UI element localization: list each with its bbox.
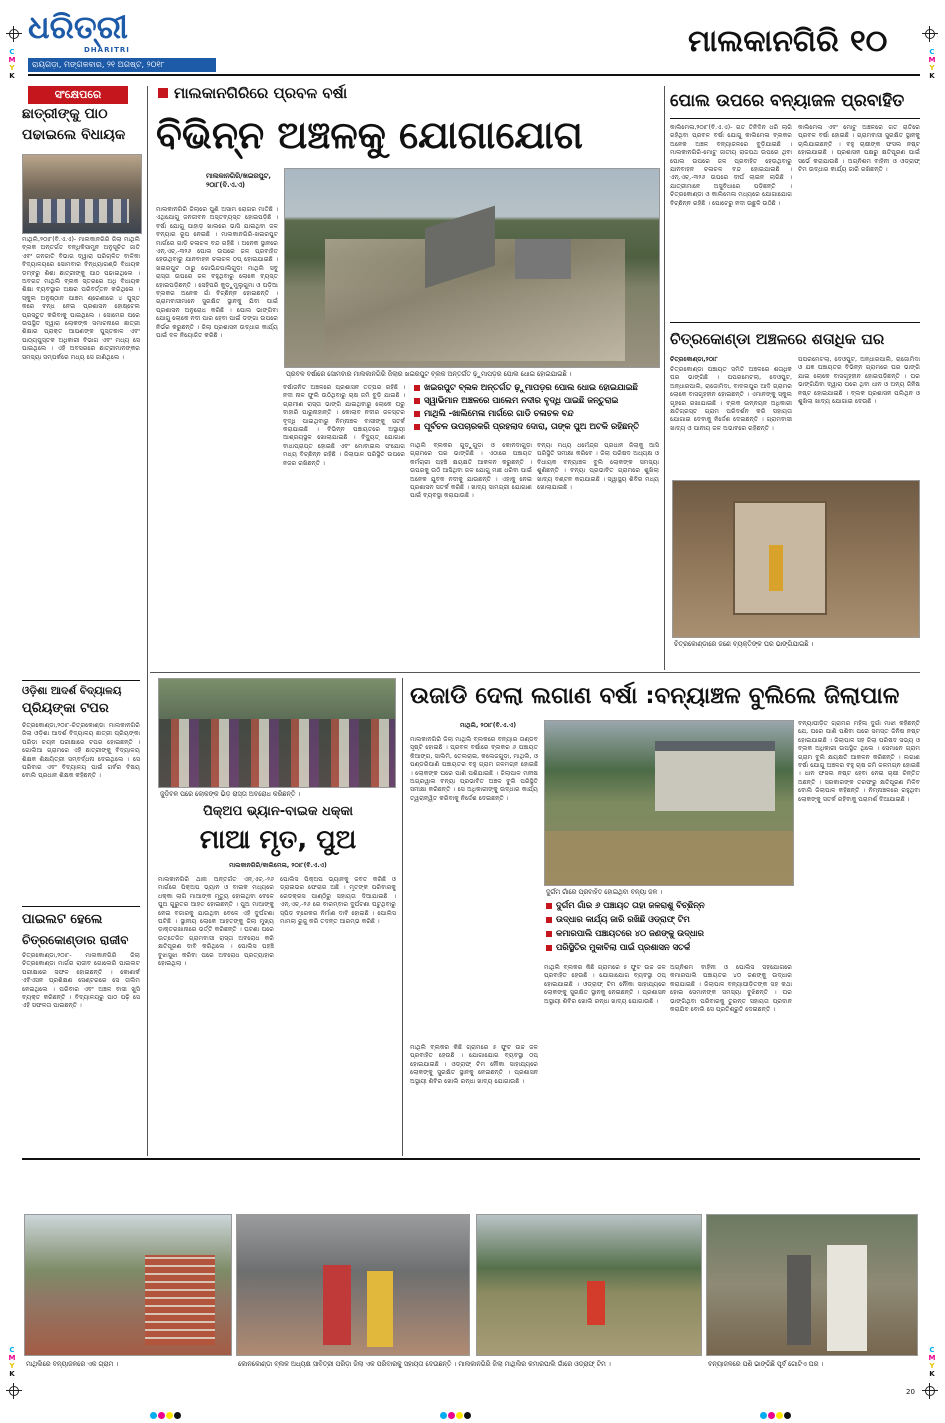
dateline: ରାୟଗଡ଼ା, ମଙ୍ଗଳବାର, ୨୧ ଅଗଷ୍ଟ, ୨୦୧୮ — [32, 60, 165, 69]
registration-mark-bl — [6, 1383, 22, 1399]
logo-text: ଧରିତ୍ରୀ — [28, 8, 128, 46]
mid-right-body-col2: ମାଥିଲି ବ୍ଲକର କିଛି ଗ୍ରାମରେ ୫ ଫୁଟ ଉଚ୍ଚ ଜଳ ପ୍ରବାହିତ ହେଉଛି । ଯୋଗାଯୋଗ ବ୍ୟବସ୍ଥା ଠପ୍ ହୋଇଯାଇଛି । ଓଡ୍ରାଫ୍ ଟିମ ନୌକା ସାହାଯ୍ୟରେ ଲୋକଙ୍କୁ ସୁରକ୍ଷିତ ସ୍ଥାନକୁ ନେଇଛନ୍ତି । ପ୍ରଶାସନ ଅସ୍ଥାୟୀ ଶିବିର ଖୋଲି ରନ୍ଧା ଖାଦ୍ୟ ଯୋଗାଉଛି । — [544, 964, 666, 1005]
brief-kicker: ସଂକ୍ଷେପରେ — [54, 88, 102, 101]
bottom-caption-1: ମାଥିଲିରେ ବନ୍ୟାଜଳରେ ଏକ ଗ୍ରାମ । — [26, 1360, 119, 1368]
registration-mark-br — [922, 1383, 938, 1399]
mid-right-bullet-2: ଉଦ୍ଧାର କାର୍ଯ୍ୟ ଜାରି ରଖିଛି ଓଡ୍ରାଫ୍ ଟିମ — [546, 914, 690, 925]
cmyk-marks-right-bottom: C M Y K — [928, 1346, 936, 1378]
bottom-caption-3: ବନ୍ୟାଜଳରେ ପଶି ଭାଙ୍ଗିଛି ପୂର୍ବ ଗୋଟିଏ ଘର । — [708, 1360, 824, 1368]
mid-right-photo-caption: ଦୁର୍ଗମ ଗାଁରେ ପ୍ରବାହିତ ହୋଇଥିବା ବନ୍ୟା ଜଳ । — [546, 888, 663, 896]
lead-dateline: ମାଲକାନଗିରି/ଖଇରପୁଟ, ୨୦ା୮(ବି.ଏ.ଏ) — [206, 172, 271, 189]
registration-mark-tl — [6, 26, 22, 42]
lead-bullets — [410, 382, 660, 438]
mid-right-bullet-1: ଦୁର୍ଗମ ଗାଁର ୬ ପଞ୍ଚାୟତ ତାହା ଜଳରାଶୁ ବିଚ୍ଛିନ୍ନ — [546, 900, 705, 911]
mid-right-headline: ଉଜାଡି ଦେଲା ଲଗାଣ ବର୍ଷା :ବନ୍ୟାଞ୍ଚଳ ବୁଲିଲେ ଜିଲାପାଳ — [410, 683, 900, 709]
lead-bullet-4: ପୂର୍ବଚଳ ଉପଚାରକରି ପ୍ରହଲାଦ ଦୋରା, ତାଙ୍କ ପୁଅ ଅଟକି ରହିଛନ୍ତି — [414, 421, 639, 432]
mid-left-body-col2: ପୋଲିସ ପିକ୍ଅପ ଭ୍ୟାନକୁ ଜବତ କରିଛି ଓ ଡ୍ରାଇଭର ଫେରାର ଅଛି । ମୃତଙ୍କ ପରିବାରକୁ ରେଡକ୍ରସ ପାଣ୍ଠିରୁ ସହାୟତା ଦିଆଯାଇଛି । ଏନ୍.ଏଚ୍.-୨୬ ରେ ବାରମ୍ବାର ଦୁର୍ଘଟଣା ଘଟୁଥିବାରୁ ସ୍ପିଡ ବ୍ରେକର ନିର୍ମାଣ ଦାବି ହୋଇଛି । ପୋଲିସ ମାମଲା ରୁଜୁ କରି ତଦନ୍ତ ଆରମ୍ଭ କରିଛି । — [280, 876, 396, 926]
page-number: ୧୦ — [849, 24, 888, 59]
lead-kicker: ମାଲକାନଗିରିରେ ପ୍ରବଳ ବର୍ଷା — [174, 84, 348, 102]
mid-right-dateline: ମାଥିଲି, ୨୦ା୮(ବି.ଏ.ଏ) — [460, 722, 517, 729]
lead-body-col4: ବନ୍ୟା ମଧ୍ୟ ଧର୍ମେନ୍ଦ୍ର ପ୍ରଧାନ ଜିଲାକୁ ଆସି ପରିସ୍ଥିତି ସମୀକ୍ଷା କରିବେ । ଜିଲା ପରିଷଦ ଅଧ୍ୟକ୍ଷ ଓ ବିଧାୟକ ବନ୍ୟାଞ୍ଚଳ ବୁଲି ଲୋକଙ୍କ ସମସ୍ୟା ଶୁଣିଛନ୍ତି । ବନ୍ୟା ପ୍ରଭାବିତ ଗ୍ରାମରେ ଶୁଖିଲା ଖାଦ୍ୟ ବଣ୍ଟନ କରାଯାଇଛି । ସ୍ୱାସ୍ଥ୍ୟ ଶିବିର ମଧ୍ୟ ଖୋଲାଯାଇଛି । — [537, 442, 659, 492]
cmyk-marks-right-top: C M Y K — [928, 48, 936, 80]
lead-bullet-1: ଖଇରପୁଟ ବ୍ଲକ ଅନ୍ତର୍ଗତ ଢ଼ୁମାପଡ଼ର ପୋଲ ଧୋଇ ହୋଇଯାଇଛି — [414, 382, 638, 393]
lead-right-rule — [664, 86, 665, 670]
right-mid-photo-caption: ଚିତ୍ରକୋଣ୍ଡାରେ ଜଣେ ବ୍ୟକ୍ତିଙ୍କ ଘର ଭାଙ୍ଗିଯାଇଛି । — [674, 640, 814, 648]
cmyk-marks-left-top: C M Y K — [8, 48, 16, 80]
right-mid-dateline: ଚିତ୍ରକୋଣ୍ଡା,୨୦ା୮ — [670, 356, 718, 363]
brief-story2-headline: ଓଡ଼ିଶା ଆଦର୍ଶ ବିଦ୍ୟାଳୟ — [22, 685, 122, 697]
right-mid-photo — [672, 480, 920, 638]
bottom-caption-2: କୋନକୋଣ୍ଡା ବ୍ଲକ ଅଧ୍ୟକ୍ଷ ସାବିତ୍ରୀ ପରିଡ଼ା ଜିଲା ଏକ ପରିବାରକୁ ସହାୟତା ଦେଉଛନ୍ତି । ମାଲକାନଗିରି ଜିଲା ମାଥିଲିର କମାରପାଲି ଗାଁରେ ଓଡ୍ରାଫ୍ ଟିମ । — [238, 1360, 611, 1368]
mid-right-bullet-4: ପରିସ୍ଥିତିର ମୁକାବିଲା ପାଇଁ ପ୍ରଶାସନ ସତର୍କ — [546, 942, 690, 953]
mid-right-bullets — [544, 900, 794, 958]
color-bar-center — [440, 1404, 472, 1423]
bottom-strip-rule — [22, 1158, 920, 1160]
lead-bullet-3: ମାଥିଲି -ଖାଲିମେଳା ମାର୍ଗରେ ଗାଡି ଚଳାଚଳ ବନ୍ଦ — [414, 408, 574, 419]
cmyk-marks-left-bottom: C M Y K — [8, 1346, 16, 1378]
right-top-body-col2: କାଲିମେଳା ଏବଂ ମୋଟୁ ଅଞ୍ଚଳରେ ଗତ ରାତିରେ ପ୍ରବଳ ବର୍ଷା ହୋଇଛି । ଗ୍ରାମବାସୀ ସୁରକ୍ଷିତ ସ୍ଥାନକୁ ଚାଲିଯାଇଛନ୍ତି । ବହୁ ଚାଷୀଙ୍କ ଫସଲ ନଷ୍ଟ ହୋଇଯାଇଛି । ପ୍ରଶାସନ ପକ୍ଷରୁ କ୍ଷତିପୂରଣ ପାଇଁ ସର୍ଭେ କରାଯାଉଛି । ଅଗ୍ନିଶମ ବାହିନୀ ଓ ଓଡ୍ରାଫ୍ ଟିମ ଉଦ୍ଧାର କାର୍ଯ୍ୟ ଜାରି ରଖିଛନ୍ତି । — [798, 124, 920, 174]
bottom-photo-3 — [476, 1214, 702, 1356]
masthead-logo — [28, 8, 188, 60]
section-title: ମାଲକାନଗିରି — [688, 24, 839, 59]
masthead-rule — [28, 74, 920, 76]
right-top-rule — [670, 118, 920, 119]
mid-left-headline: ମାଆ ମୃତ, ପୁଅ — [199, 825, 357, 855]
brief-column-rule — [147, 86, 148, 1156]
registration-mark-tr — [922, 26, 938, 42]
mid-right-body-col1: ମାଲକାନଗିରି ଜିଲା ମାଥିଲି ବ୍ଲକରେ ବନ୍ୟାର ତାଣ୍ଡବ ସୃଷ୍ଟି ହୋଇଛି । ପ୍ରବଳ ବର୍ଷାରେ ବ୍ଲକର ୬ ପଞ୍ଚାୟତ କିଆଙ୍ଗ, ସାଲିମି, ତେଲରାଇ, କଲେଜଗୁଡ଼ା, ମାଥିଲି, ଓ ପଣ୍ଡରିପାଣି ପଞ୍ଚାୟତର ବହୁ ଗ୍ରାମ ଜଳମଗ୍ନ ହୋଇଛି । ଲୋକଙ୍କ ଘରେ ପାଣି ପଶିଯାଇଛି । ଜିଲାପାଳ ମନୀଷ ଅଗ୍ରୱାଲ ବନ୍ୟା ପ୍ରଭାବିତ ଅଞ୍ଚଳ ବୁଲି ପରିସ୍ଥିତି ସମୀକ୍ଷା କରିଛନ୍ତି । ସେ ଅଧିକାରୀଙ୍କୁ ଉଦ୍ଧାର କାର୍ଯ୍ୟ ତ୍ୱରାନ୍ୱିତ କରିବାକୁ ନିର୍ଦ୍ଦେଶ ଦେଇଛନ୍ତି । — [410, 736, 538, 802]
brief-story2-body: ଚିତ୍ରକୋଣ୍ଡା,୨୦ା୮-ଚିତ୍ରକୋଣ୍ଡା ମାଲକାନଗିରି ଜିଲା ଓଡ଼ିଶା ଆଦର୍ଶ ବିଦ୍ୟାଳୟ ଛାତ୍ରୀ ପ୍ରିୟଙ୍କା ପରିଡ଼ା ଚୟନ ପରୀକ୍ଷାରେ ଟପର ହୋଇଛନ୍ତି । ଗୋଲିଆ ଗ୍ରାମରେ ଏହି ଛାତ୍ରୀଙ୍କୁ ବିଦ୍ୟାଳୟ ଶିକ୍ଷକ ଶିକ୍ଷୟିତ୍ରୀ ସମ୍ବର୍ଦ୍ଧନା ଦେଇଥିଲେ । ସେ ପରିବାର ଏବଂ ବିଦ୍ୟାଳୟ ପାଇଁ ଗର୍ବର ବିଷୟ ବୋଲି ପ୍ରଧାନ ଶିକ୍ଷକ କହିଛନ୍ତି । — [22, 722, 140, 780]
right-mid-body-col1: ଚିତ୍ରକୋଣ୍ଡା ପଞ୍ଚାୟତ ସମିତି ଅଞ୍ଚଳରେ ଶତାଧିକ ଘର ଭାଙ୍ଗିଛି । ପପରମେଟଲା, ଦେଓପୁଟ, ଅନ୍ଧାରପାଲି, ରାଜୋମିଦା, ବାଦଲପୁର ଆଦି ଗ୍ରାମର ଲୋକେ ବାସଗୃହହୀନ ହୋଇଛନ୍ତି । ଏମାନଙ୍କୁ ସ୍କୁଲ ଗୃହରେ ରଖାଯାଇଛି । ବ୍ଲକ ଉନ୍ନୟନ ଅଧିକାରୀ କ୍ଷତିଗ୍ରସ୍ତ ଗ୍ରାମ ପରିଦର୍ଶନ କରି ସହାୟତା ଯୋଗାଇ ଦେବାକୁ ନିର୍ଦ୍ଦେଶ ଦେଇଛନ୍ତି । ଗ୍ରାମବାସୀ ଖାଦ୍ୟ ଓ ପାନୀୟ ଜଳ ଅଭାବରେ ରହିଛନ୍ତି । — [670, 366, 792, 432]
lead-bullet-2: ସ୍ୱାଭିମାନ ଅଞ୍ଚଳରେ ପାଲେମ ନଦୀର ବୃଦ୍ଧି ପାଇଛି ଜନ୍ତୁରାଇ — [414, 395, 618, 406]
bottom-photo-1 — [24, 1214, 232, 1356]
color-bar-left — [150, 1404, 182, 1423]
brief-kicker-box — [28, 86, 128, 104]
lead-kicker-square — [158, 88, 168, 98]
brief-divider-1 — [22, 680, 140, 681]
mid-left-dateline: ମାଲକାନଗିରି/କାଲିମେଳା, ୨୦ା୮(ବି.ଏ.ଏ) — [229, 862, 327, 869]
mid-section-rule — [150, 672, 920, 673]
lead-body-col1: ମାଲକାନଗିରି ଜିଲାରେ ପୁଣି ଅସାମ ରୋଗର ମାତିଛି । ଏଥିଯୋଗୁ ଜନଜୀବନ ଅସ୍ତବ୍ୟସ୍ତ ହୋଇପଡ଼ିଛି । ବର୍ଷା ଯୋଗୁ ପାହାଡ଼ ଖାଲରେ ଭାସି ଯାଇଥିବା ଜଳ ବନ୍ୟାର ରୂପ ନେଇଛି । ମାଲକାନଗିରି-ଖଇରପୁଟ ମାର୍ଗରେ ଗାଡ଼ି ଚଳାଚଳ ବନ୍ଦ ରହିଛି । ଅନେକ ସ୍ଥାନରେ ଏନ୍.ଏଚ୍.-୩୨୬ ପୋଲ ଉପରେ ଜଳ ପ୍ରବାହିତ ହେଉଥିବାରୁ ଯାନବାହନ ଚଳାଚଳ ଠପ୍ ହୋଇଯାଇଛି । ଖଇରପୁଟ ଠାରୁ ଗୋଭିନ୍ଦପାଲିଗୁଡ଼ା ମାଥିଲି ସବୁ ରାସ୍ତା ଉପରେ ଜଳ ବହୁଥିବାରୁ ଲୋକେ ବ୍ୟସ୍ତ ହୋଇପଡ଼ିଛନ୍ତି । ସେହିପରି କୁଡ଼ୁମୁଲୁଗୁମା ଓ ପଡ଼ିଆ ବ୍ଲକର ଅନେକ ଗାଁ ବିଚ୍ଛିନ୍ନ ହୋଇଛନ୍ତି । ଗ୍ରାମବାସୀମାନେ ସୁରକ୍ଷିତ ସ୍ଥାନକୁ ଯିବା ପାଇଁ ପ୍ରଶାସନ ଅନୁରୋଧ କରିଛି । ପୋଲ ଭାଙ୍ଗିବା ଯୋଗୁ ଲୋକେ ନଦୀ ପାର ହେବା ପାଇଁ ଡଙ୍ଗା ଉପରେ ନିର୍ଭର କରୁଛନ୍ତି । ଜିଲା ପ୍ରଶାସନ ଉଦ୍ଧାର କାର୍ଯ୍ୟ ପାଇଁ ଦଳ ନିୟୋଜିତ କରିଛି । — [156, 206, 278, 340]
page-footer-number: 20 — [906, 1388, 915, 1396]
lead-headline: ବିଭିନ୍ନ ଅଞ୍ଚଳକୁ ଯୋଗାଯୋଗ — [156, 113, 583, 157]
mid-right-photo — [544, 720, 794, 886]
bottom-photo-2 — [236, 1214, 470, 1356]
logo-sub: DHARITRI — [84, 46, 130, 54]
brief-story1-headline: ଛାତ୍ରୀଙ୍କୁ ପାଠ ପଢାଇଲେ ବିଧାୟକ — [22, 106, 126, 143]
right-mid-headline: ଚିତ୍ରକୋଣ୍ଡା ଅଞ୍ଚଳରେ ଶତାଧିକ ଘର — [670, 330, 885, 348]
brief-divider-2 — [22, 906, 140, 907]
mid-left-kicker: ପିକ୍ଅପ ଭ୍ୟାନ-ବାଇକ ଧକ୍କା — [203, 804, 353, 819]
right-top-body-col1: କାଲିମେଳା,୨୦ା୮(ବି.ଏ.ଏ)- ଗତ ତିନିଦିନ ଧରି ଲାଗି ରହିଥିବା ପ୍ରବଳ ବର୍ଷା ଯୋଗୁ କାଲିମେଳା ବ୍ଲକର ଅନେକ ଅଞ୍ଚଳ ବନ୍ୟାଜଳରେ ବୁଡ଼ିଯାଇଛି । ମାଲକାନଗିରି-ମୋଟୁ ଜାତୀୟ ରାଜପଥ ଉପରେ ଥିବା ପୋଲ ଉପରେ ଜଳ ପ୍ରବାହିତ ହେଉଥିବାରୁ ଯାନବାହନ ଚଳାଚଳ ବନ୍ଦ ହୋଇଯାଇଛି । ଏନ୍.ଏଚ୍.-୩୨୬ ଉପରେ ଦୀର୍ଘ ଲାଇନ ଲାଗିଛି । ଯାତ୍ରୀମାନେ ଅସୁବିଧାରେ ପଡ଼ିଛନ୍ତି । ଚିତ୍ରକୋଣ୍ଡା ଓ କାଲିମେଳା ମଧ୍ୟରେ ଯୋଗାଯୋଗ ବିଚ୍ଛିନ୍ନ ରହିଛି । ପୋଟେରୁ ନଦୀ ଉଛୁଳି ଉଠିଛି । — [670, 124, 792, 207]
mid-right-body-col3: ଅଗ୍ନିଶମ ବାହିନୀ ଓ ପୋଲିସ ସହଯୋଗରେ କମାରପାଲି ପଞ୍ଚାୟତର ୪୦ ଜଣଙ୍କୁ ଉଦ୍ଧାର କରାଯାଇଛି । ଜିଲାପାଳ ବନ୍ୟାପୀଡ଼ିତଙ୍କ ସହ କଥା ହୋଇ ସେମାନଙ୍କ ସମସ୍ୟା ବୁଝିଛନ୍ତି । ଘର ଭାଙ୍ଗିଥିବା ପରିବାରକୁ ତୁରନ୍ତ ସହାୟତା ପ୍ରଦାନ କରାଯିବ ବୋଲି ସେ ପ୍ରତିଶ୍ରୁତି ଦେଇଛନ୍ତି । — [670, 964, 792, 1014]
lead-body-col2: ବର୍ଷାଜନିତ ଅଞ୍ଚଳରେ ପ୍ରଶାସନ ତତ୍ପର ରହିଛି । ନଦୀ ନାଳ ଫୁଲି ଉଠିଥିବାରୁ ଚାଷ ଜମି ବୁଡ଼ି ଯାଇଛି । ଗ୍ରାମୀଣ ରାସ୍ତା ଭାଙ୍ଗି ଯାଇଥିବାରୁ ଲୋକେ ଘରୁ ବାହାରି ପାରୁନାହାନ୍ତି । କୋଲାବ ନଦୀର ଜଳସ୍ତର ବୃଦ୍ଧି ପାଇଥିବାରୁ ନିମ୍ନାଞ୍ଚଳ ବାସୀଙ୍କୁ ସତର୍କ କରାଯାଇଛି । ବିଭିନ୍ନ ପଞ୍ଚାୟତରେ ଅସ୍ଥାୟୀ ଆଶ୍ରୟସ୍ଥଳ ଖୋଲାଯାଇଛି । ବିଦ୍ୟୁତ୍ ଯୋଗାଣ ବାଧାପ୍ରାପ୍ତ ହୋଇଛି ଏବଂ ମୋବାଇଲ ସଂଯୋଗ ମଧ୍ୟ ବିଚ୍ଛିନ୍ନ ରହିଛି । ଜିଲାପାଳ ପରିସ୍ଥିତି ଉପରେ ନଜର ରଖିଛନ୍ତି । — [283, 384, 405, 467]
mid-col-rule — [402, 678, 403, 1156]
right-mid-rule — [670, 322, 920, 323]
dateline-bar — [28, 58, 216, 72]
lead-photo — [284, 168, 660, 368]
brief-story3-headline: ପାଇଲଟ ହେଲେ — [22, 912, 103, 927]
lead-body-col3: ମାଥିଲି ବ୍ଲକର ଗୁଡ଼ୁଗୁଡ଼ା ଓ କୋନଦାଗୁଡ଼ା ଗ୍ରାମରେ ଘର ଭାଙ୍ଗିଛି । ଏଠାରେ ପଞ୍ଚାୟତ କର୍ମଚାରୀ ପହଞ୍ଚି କ୍ଷୟକ୍ଷତି ଆକଳନ କରୁଛନ୍ତି । ଉପରକୁ ଉଠି ଆସିଥିବା ଜଳ ଯୋଗୁ ମାଛ ଧରିବା ପାଇଁ ଅନେକ ଯୁବକ ନଦୀକୁ ଯାଉଛନ୍ତି । ଏହାକୁ ନେଇ ପ୍ରଶାସନ ସତର୍କ କରିଛି । ଖାଦ୍ୟ ସାମଗ୍ରୀ ଯୋଗାଣ ପାଇଁ ବ୍ୟବସ୍ଥା କରାଯାଉଛି । — [410, 442, 532, 500]
section-header — [688, 20, 920, 64]
mid-left-photo — [158, 678, 396, 788]
mid-right-body-col4: ବନ୍ୟାପୀଡ଼ିତ ଗ୍ରାମର ମହିଳା ଦୁର୍ଗା ମାଝୀ କହିଛନ୍ତି ଯେ, ଘରେ ପାଣି ପଶିବା ପରେ ସମସ୍ତ ଜିନିଷ ନଷ୍ଟ ହୋଇଯାଇଛି । ଜିଲାପାଳ ସହ ଜିଲା ପରିଷଦ ସଭ୍ୟ ଓ ବ୍ଲକ ଅଧିକାରୀ ଉପସ୍ଥିତ ଥିଲେ । ସେମାନେ ଗ୍ରାମ ଗ୍ରାମ ବୁଲି କ୍ଷୟକ୍ଷତି ଆକଳନ କରିଛନ୍ତି । ଲଗାଣ ବର୍ଷା ଯୋଗୁ ଅଞ୍ଚଳର ବହୁ ଚାଷ ଜମି ଜଳମଗ୍ନ ହୋଇଛି । ଧାନ ଫସଲ ନଷ୍ଟ ହେବା ନେଇ ଚାଷୀ ଚିନ୍ତିତ ଅଛନ୍ତି । ସରକାରଙ୍କ ତରଫରୁ କ୍ଷତିପୂରଣ ମିଳିବ ବୋଲି ଜିଲାପାଳ କହିଛନ୍ତି । ନିମ୍ନାଞ୍ଚଳରେ ରହୁଥିବା ଲୋକଙ୍କୁ ସତର୍କ ରହିବାକୁ ପରାମର୍ଶ ଦିଆଯାଇଛି । — [798, 720, 920, 803]
mid-right-body-col1b: ମାଥିଲି ବ୍ଲକର କିଛି ଗ୍ରାମରେ ୫ ଫୁଟ ଉଚ୍ଚ ଜଳ ପ୍ରବାହିତ ହେଉଛି । ଯୋଗାଯୋଗ ବ୍ୟବସ୍ଥା ଠପ୍ ହୋଇଯାଇଛି । ଓଡ୍ରାଫ୍ ଟିମ ନୌକା ସାହାଯ୍ୟରେ ଲୋକଙ୍କୁ ସୁରକ୍ଷିତ ସ୍ଥାନକୁ ନେଇଛନ୍ତି । ପ୍ରଶାସନ ଅସ୍ଥାୟୀ ଶିବିର ଖୋଲି ରନ୍ଧା ଖାଦ୍ୟ ଯୋଗାଉଛି । — [410, 1044, 538, 1085]
brief-story3-body: ଚିତ୍ରକୋଣ୍ଡା,୨୦ା୮- ମାଲକାନଗିରି ଜିଲା ଚିତ୍ରକୋଣ୍ଡା ମାର୍ଗର ରାଜୀବ ଗୋଲେରି ପାଇଲଟ ପରୀକ୍ଷାରେ ସଫଳ ହୋଇଛନ୍ତି । କୋଣାର୍କ ଏବିଏସନ ପ୍ରଶିକ୍ଷଣ ସେଣ୍ଟରରେ ସେ ତାଲିମ ନେଇଥିଲେ । ପରିବାର ଏବଂ ଅଞ୍ଚଳ ବାସୀ ଖୁସି ବ୍ୟକ୍ତ କରିଛନ୍ତି । ବିଦ୍ୟାଳୟରୁ ପାଠ ପଢ଼ି ସେ ଏହି ସଫଳତା ପାଇଛନ୍ତି । — [22, 952, 140, 1010]
right-mid-body-col2: ପପରମେଟଲା, ଦେଓପୁଟ, ଅନ୍ଧାରପାଲି, ରାଜୋମିଦା ଓ ଯଜ୍ଞ ପଞ୍ଚାୟତର ବିଭିନ୍ନ ଗ୍ରାମରେ ଘର ଭାଙ୍ଗି ଯାଇ ଲୋକେ ବାସଗୃହହୀନ ହୋଇପଡ଼ିଛନ୍ତି । ଘର ଭାଙ୍ଗିଯିବା ଦ୍ୱାରା ଘରେ ଥିବା ଧାନ ଓ ଅନ୍ୟ ଜିନିଷ ନଷ୍ଟ ହୋଇଯାଇଛି । ବ୍ଲକ ପ୍ରଶାସନ ପଲିଥିନ ଓ ଶୁଖିଲା ଖାଦ୍ୟ ଯୋଗାଇ ଦେଉଛି । — [798, 356, 920, 406]
brief-story3-headline-2: ଚିତ୍ରକୋଣ୍ଡାର ରାଜୀବ — [22, 933, 129, 947]
mid-right-bullet-3: କମାରପାଲି ପଞ୍ଚାୟତରେ ୪୦ ଜଣଙ୍କୁ ଉଦ୍ଧାର — [546, 928, 704, 939]
brief-story1-body: ମାଥିଲି,୨୦ା୮(ବି.ଏ.ଏ)- ମାଲକାନଗିରି ଜିଲା ମାଥିଲି ବ୍ଲକ ଅନ୍ତର୍ଗତ ବନ୍ଧିକିସାମୁନ ଅନୁସୂଚିତ ଜାତି ଏବଂ ଜନଜାତି ବିଭାଗ ଦ୍ୱାରା ପରିଚାଳିତ ବାଳିକା ବିଦ୍ୟାଳୟରେ ସୋମବାର ବିନ୍ଧ୍ୟାଗଣ୍ଡି ବିଧାୟକ ଡମ୍ବରୁ ଶିଶା ଛାତ୍ରୀଙ୍କୁ ପାଠ ପଢାଇଥିଲେ । ଅବଗତ ମାଥିଲି ବ୍ଲକ ସ୍ତରରେ ଅଧି ବିଧାୟକ ଶିକ୍ଷା ବ୍ୟବସ୍ଥାର ଅକ୍ଷର ପରିବର୍ତ୍ତନ କରିଥିଲେ । ସ୍କୁଲ ଅନୁଷ୍ଠାନ ପାଞ୍ଚମ ଶ୍ରେଣୀରେ ୪ ପୁସ୍ତ କରେ ବନ୍ଧ ନେଇ ପ୍ରଶାସନ ହୋଷ୍ଟେଲ ପ୍ରସ୍ତୁତ କରିବାକୁ ପାଇଥିଲେ । ସୋମେର ପରେ ଉପସ୍ଥିତ ଦ୍ୱାରା ଲୋକଙ୍କ ସମାଚନାରେ ଛାତ୍ରୀ ଶିକ୍ଷାର ପ୍ରାକ୍ତ ଆପଣଙ୍କ ପୁସ୍ତକାଳ ଏବଂ ପାଠ୍ୟପୁସ୍ତକ ଅଧିକାରୀ ବିଭାଗ ଏବଂ ମଧ୍ୟ ସେ ପାଇଥିଲେ । ଏହି ଅବସରରେ ଛାତ୍ରୀମାନଙ୍କର ସମସ୍ୟା ସମ୍ପର୍କରେ ମଧ୍ୟ ସେ ଜାଣିଥିଲେ । — [22, 236, 140, 361]
brief-story1-photo — [22, 154, 142, 234]
mid-left-body-col1: ମାଲକାନଗିରି ଥାନା ଅନ୍ତର୍ଗତ ଏନ୍.ଏଚ୍.-୨୬ ମାର୍ଗରେ ପିକ୍ଅପ ଭ୍ୟାନ ଓ ବାଇକ ମଧ୍ୟରେ ଧକ୍କା ଲାଗି ମାଆଙ୍କ ମୃତ୍ୟୁ ହୋଇଥିବା ବେଳେ ପୁଅ ଗୁରୁତର ଆହତ ହୋଇଛନ୍ତି । ପୁଅ ମାଆଙ୍କୁ ନେଇ ବଜାରକୁ ଯାଉଥିବା ବେଳେ ଏହି ଦୁର୍ଘଟଣା ଘଟିଛି । ସ୍ଥାନୀୟ ଲୋକେ ଆହତଙ୍କୁ ଜିଲା ମୁଖ୍ୟ ଡାକ୍ତରଖାନାରେ ଭର୍ତ୍ତି କରିଛନ୍ତି । ଘଟଣା ପରେ ଉତ୍ତେଜିତ ଗ୍ରାମବାସୀ ରାସ୍ତା ଅବରୋଧ କରି କ୍ଷତିପୂରଣ ଦାବି କରିଥିଲେ । ପୋଲିସ ପହଞ୍ଚି ବୁଝାସୁଝା କରିବା ପରେ ଅବରୋଧ ପ୍ରତ୍ୟାହାର ହୋଇଥିଲା । — [158, 876, 274, 968]
lead-photo-caption: ପ୍ରବଳ ବର୍ଷାରେ ସୋମବାର ମାଲକାନଗିରି ଜିଲାର ଖଇରପୁଟ ବ୍ଲକ ଅନ୍ତର୍ଗତ ଢ଼ୁମାପଡ଼ର ପୋଲ ଧୋଇ ହୋଇଯାଇଛି । — [286, 370, 572, 378]
right-top-headline: ପୋଲ ଉପରେ ବନ୍ୟାଜଳ ପ୍ରବାହିତ — [670, 91, 905, 111]
brief-story2-headline-2: ପ୍ରିୟଙ୍କା ଟପର — [22, 701, 109, 716]
bottom-photo-4 — [706, 1214, 918, 1356]
color-bar-right — [760, 1404, 792, 1423]
mid-left-photo-caption: ଜୁଡ଼ିବଳ ପରେ ଲୋକଙ୍କ ଭିଡ଼ ରାସ୍ତା ଅବରୋଧ କରିଛନ୍ତି । — [160, 790, 301, 798]
